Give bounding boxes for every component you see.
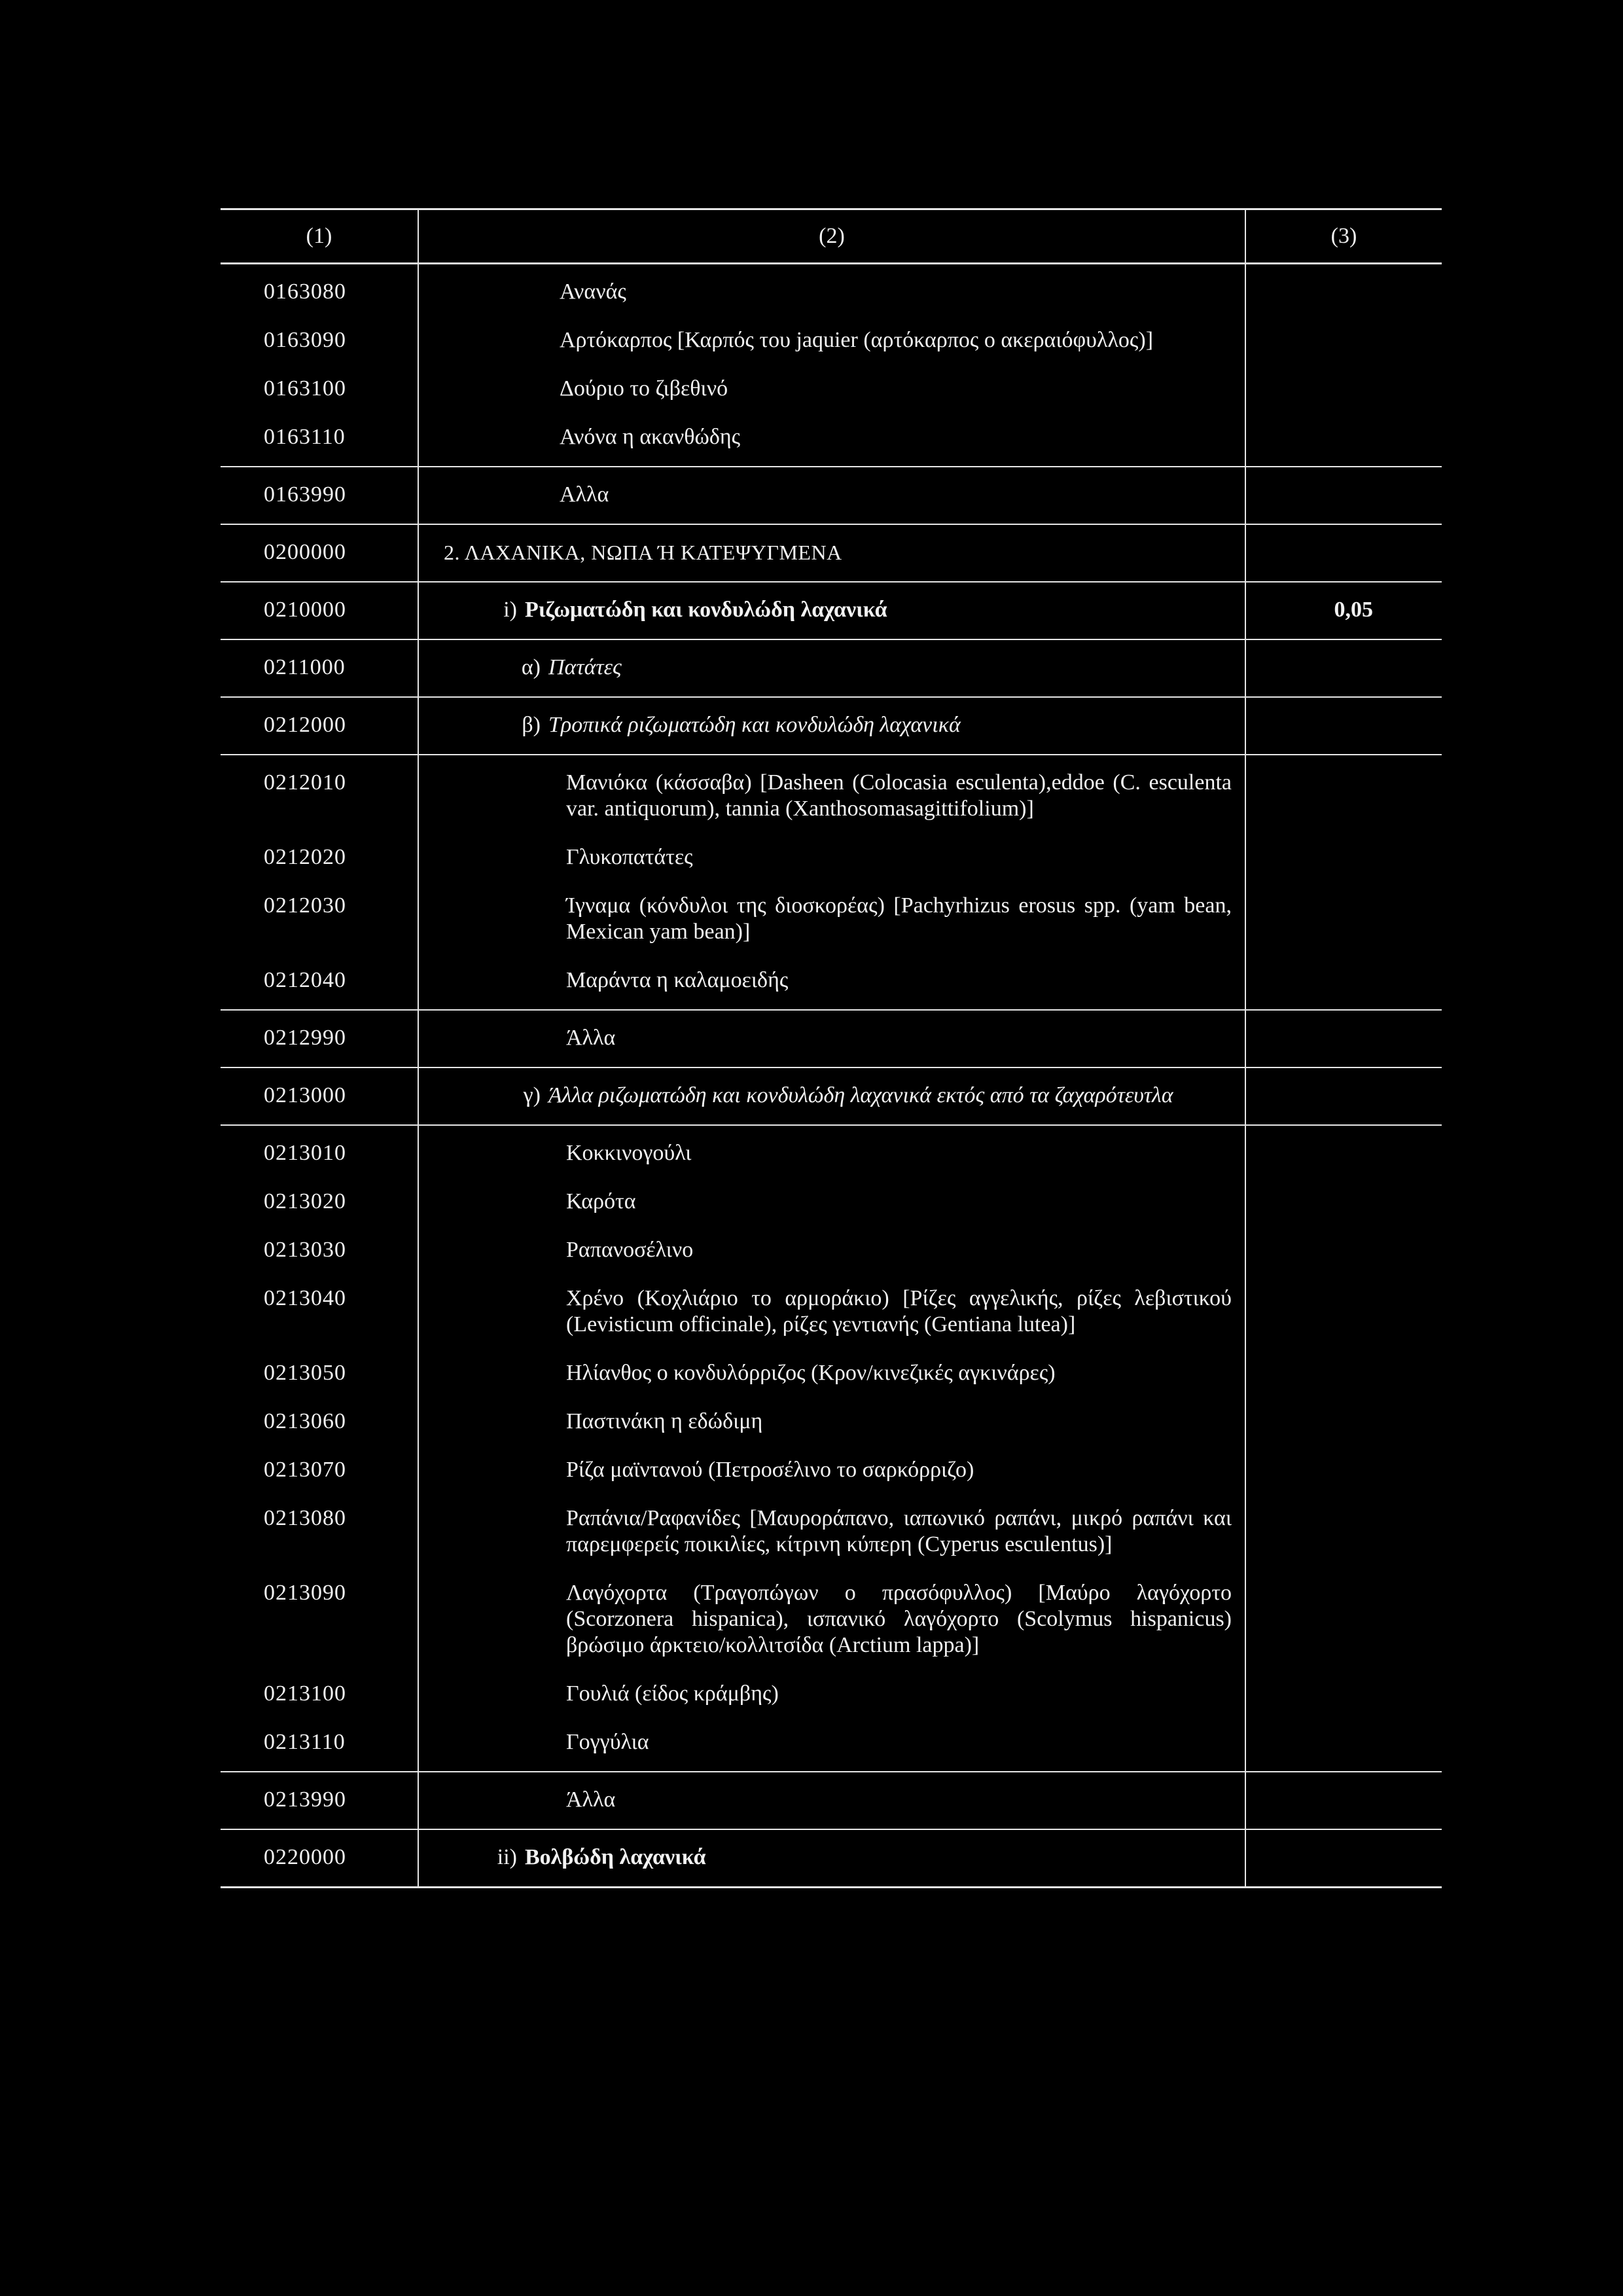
- residue-limit: [1246, 1068, 1442, 1098]
- residue-limits-table: [221, 208, 1442, 1888]
- product-description: Μαράντα η καλαμοειδής: [566, 968, 789, 992]
- residue-limit: [1246, 467, 1442, 497]
- subgroup-heading: Τροπικά ριζωματώδη και κονδυλώδη λαχανικά: [548, 713, 961, 737]
- table-row: [221, 639, 1442, 697]
- product-description: Άλλα: [566, 1026, 616, 1050]
- residue-limit: [1246, 525, 1442, 555]
- product-description: Ανόνα η ακανθώδης: [560, 425, 741, 449]
- residue-limit: [1246, 1230, 1442, 1253]
- group-marker: i): [503, 598, 517, 622]
- residue-limit: [1246, 755, 1442, 785]
- residue-limit: [1246, 640, 1442, 670]
- table-row: [221, 467, 1442, 524]
- product-description: Αλλα: [560, 482, 609, 507]
- header-col-1: (1): [221, 209, 418, 264]
- product-code: 0213060: [264, 1409, 346, 1433]
- product-code: 0213990: [264, 1787, 346, 1812]
- subgroup-heading: Άλλα ριζωματώδη και κονδυλώδη λαχανικά εκτός από τα ζαχαρότευτλα: [548, 1083, 1173, 1107]
- table-row: [221, 1772, 1442, 1829]
- residue-limit: [1246, 1499, 1442, 1521]
- residue-limit: [1246, 1402, 1442, 1424]
- residue-limit: [1246, 1674, 1442, 1696]
- product-description: Μανιόκα (κάσσαβα) [Dasheen (Colocasia esculenta),eddoe (C. esculenta var. antiquorum), tannia (Xanthosomasagittifolium)]: [566, 770, 1232, 821]
- product-description: Δούριο το ζιβεθινό: [560, 376, 728, 401]
- residue-limit: [1246, 1772, 1442, 1803]
- table-row: [221, 1723, 1442, 1772]
- product-code: 0163080: [264, 279, 346, 304]
- residue-limit: [1246, 418, 1442, 440]
- table-row: [221, 1402, 1442, 1450]
- product-code: 0213090: [264, 1581, 346, 1605]
- residue-limit: [1246, 1573, 1442, 1596]
- product-description: Γογγύλια: [566, 1730, 649, 1754]
- table-row: [221, 1230, 1442, 1279]
- header-col-2: (2): [418, 209, 1245, 264]
- product-description: Ηλίανθος ο κονδυλόρριζος (Κρον/κινεζικές αγκινάρες): [566, 1361, 1056, 1385]
- product-description: Ραπανοσέλινο: [566, 1238, 694, 1262]
- residue-limit: [1246, 1182, 1442, 1204]
- residue-limit: [1246, 698, 1442, 728]
- product-code: 0213100: [264, 1681, 346, 1706]
- table-row: [221, 321, 1442, 369]
- table-row: [221, 524, 1442, 582]
- product-code: 0213050: [264, 1361, 346, 1385]
- product-description: Καρότα: [566, 1189, 636, 1213]
- residue-limit: [1246, 838, 1442, 860]
- product-description: Παστινάκη η εδώδιμη: [566, 1409, 763, 1433]
- residue-limit: [1246, 886, 1442, 908]
- table-row: [221, 1067, 1442, 1125]
- product-description: Χρένο (Κοχλιάριο το αρμοράκιο) [Ρίζες αγγελικής, ρίζες λεβιστικού (Levisticum officinale), ρίζες γεντιανής (Gentiana lutea)]: [566, 1286, 1232, 1336]
- product-code: 0163100: [264, 376, 346, 401]
- residue-limit: [1246, 1723, 1442, 1745]
- table-row: [221, 1010, 1442, 1067]
- product-code: 0213040: [264, 1286, 346, 1310]
- product-code: 0213110: [264, 1730, 346, 1754]
- table-row: [221, 264, 1442, 321]
- product-description: Λαγόχορτα (Τραγοπώγων ο πρασόφυλλος) [Μαύρο λαγόχορτο (Scorzonera hispanica), ισπανικό λαγόχορτο (Scolymus hispanicus) βρώσιμο άρκτειο/κολλιτσίδα (Arctium lappa)]: [566, 1581, 1232, 1657]
- group-heading: Ριζωματώδη και κονδυλώδη λαχανικά: [525, 598, 887, 622]
- residue-limit: [1246, 369, 1442, 391]
- product-description: Ραπάνια/Ραφανίδες [Μαυροράπανο, ιαπωνικό ραπάνι, μικρό ραπάνι και παρεμφερείς ποικιλίες, κίτρινη κύπερη (Cyperus esculentus)]: [566, 1506, 1232, 1556]
- subgroup-marker: γ): [523, 1083, 541, 1107]
- table-row: [221, 1499, 1442, 1573]
- residue-limit: [1246, 264, 1442, 295]
- table-row: [221, 1354, 1442, 1402]
- residue-limit: [1246, 961, 1442, 983]
- product-code: 0212030: [264, 893, 346, 918]
- table-row: [221, 1125, 1442, 1182]
- product-description: Γλυκοπατάτες: [566, 845, 693, 869]
- subgroup-marker: α): [521, 655, 541, 679]
- table-row: [221, 697, 1442, 755]
- product-code: 0200000: [264, 540, 346, 564]
- table-header-row: [221, 209, 1442, 264]
- table-row: [221, 1279, 1442, 1354]
- residue-limit: [1246, 1279, 1442, 1301]
- product-code: 0211000: [264, 655, 346, 679]
- product-code: 0213010: [264, 1141, 346, 1165]
- product-description: Άλλα: [566, 1787, 616, 1812]
- residue-limit: [1246, 1354, 1442, 1376]
- product-code: 0213020: [264, 1189, 346, 1213]
- product-code: 0212040: [264, 968, 346, 992]
- group-heading: Βολβώδη λαχανικά: [525, 1845, 706, 1869]
- residue-limit: [1246, 1011, 1442, 1041]
- product-description: Ρίζα μαϊντανού (Πετροσέλινο το σαρκόρριζο): [566, 1458, 974, 1482]
- residue-limit: [1246, 1450, 1442, 1473]
- table-row: [221, 755, 1442, 838]
- product-code: 0213080: [264, 1506, 346, 1530]
- product-description: Κοκκινογούλι: [566, 1141, 692, 1165]
- table-row: [221, 1573, 1442, 1674]
- product-description: Γουλιά (είδος κράμβης): [566, 1681, 779, 1706]
- residue-limit: [1246, 321, 1442, 343]
- section-heading: 2. ΛΑΧΑΝΙΚΑ, ΝΩΠΑ Ή ΚΑΤΕΨΥΓΜΕΝΑ: [444, 541, 842, 564]
- table-row: [221, 838, 1442, 886]
- product-code: 0213030: [264, 1238, 346, 1262]
- header-col-3: (3): [1245, 209, 1442, 264]
- residue-limit: 0,05: [1334, 598, 1373, 622]
- table-row: [221, 1829, 1442, 1888]
- product-code: 0213000: [264, 1083, 346, 1107]
- product-code: 0212010: [264, 770, 346, 795]
- subgroup-marker: β): [522, 713, 541, 737]
- table-row: [221, 1450, 1442, 1499]
- residue-limit: [1246, 1830, 1442, 1860]
- table-row: [221, 582, 1442, 639]
- product-code: 0163110: [264, 425, 346, 449]
- product-description: Ίγναμα (κόνδυλοι της διοσκορέας) [Pachyrhizus erosus spp. (yam bean, Mexican yam bean)]: [566, 893, 1232, 944]
- product-code: 0213070: [264, 1458, 346, 1482]
- residue-limit: [1246, 1126, 1442, 1156]
- product-code: 0212020: [264, 845, 346, 869]
- product-code: 0212990: [264, 1026, 346, 1050]
- product-code: 0210000: [264, 598, 346, 622]
- product-description: Αρτόκαρπος [Καρπός του jaquier (αρτόκαρπος ο ακεραιόφυλλος)]: [560, 328, 1154, 352]
- product-code: 0220000: [264, 1845, 346, 1869]
- table-row: [221, 1674, 1442, 1723]
- product-code: 0163090: [264, 328, 346, 352]
- table-row: [221, 1182, 1442, 1230]
- table-row: [221, 961, 1442, 1010]
- subgroup-heading: Πατάτες: [548, 655, 622, 679]
- table-row: [221, 886, 1442, 961]
- product-code: 0212000: [264, 713, 346, 737]
- product-code: 0163990: [264, 482, 346, 507]
- product-description: Ανανάς: [560, 279, 626, 304]
- table-row: [221, 418, 1442, 467]
- group-marker: ii): [497, 1845, 517, 1869]
- table-row: [221, 369, 1442, 418]
